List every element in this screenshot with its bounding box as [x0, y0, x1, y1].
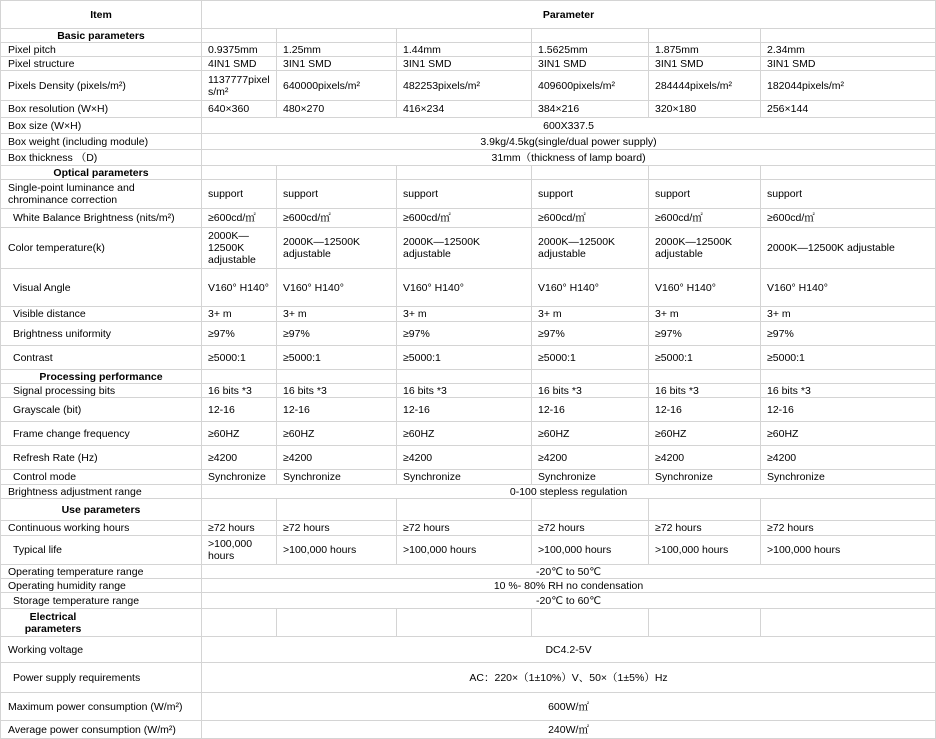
cell: ≥5000:1	[532, 346, 649, 370]
cell: ≥72 hours	[277, 521, 397, 536]
cell: ≥72 hours	[202, 521, 277, 536]
merged-cell: 240W/㎡	[202, 721, 936, 739]
cell: 2000K—12500K adjustable	[397, 228, 532, 269]
cell: 3IN1 SMD	[761, 57, 936, 71]
section-title: Processing performance	[1, 370, 202, 384]
cell: support	[532, 180, 649, 209]
cell: 2000K—12500K adjustable	[761, 228, 936, 269]
row-label: Brightness adjustment range	[1, 485, 202, 499]
cell: 3+ m	[397, 307, 532, 322]
row-box-weight	[1, 134, 936, 150]
row-label: White Balance Brightness (nits/m²)	[1, 209, 202, 228]
cell: 284444pixels/m²	[649, 71, 761, 101]
row-label: Box size (W×H)	[1, 118, 202, 134]
cell: 12-16	[277, 398, 397, 422]
cell: Synchronize	[202, 470, 277, 485]
row-pixel-density	[1, 71, 936, 101]
cell: support	[202, 180, 277, 209]
merged-cell: 600W/㎡	[202, 693, 936, 721]
cell: 3+ m	[532, 307, 649, 322]
cell: ≥60HZ	[202, 422, 277, 446]
cell: 16 bits *3	[649, 384, 761, 398]
header-parameter: Parameter	[202, 1, 936, 29]
cell: ≥97%	[202, 322, 277, 346]
row-typical-life	[1, 536, 936, 565]
cell: 640000pixels/m²	[277, 71, 397, 101]
row-brightness-uniformity	[1, 322, 936, 346]
row-label: Typical life	[1, 536, 202, 565]
cell: 320×180	[649, 101, 761, 118]
cell: Synchronize	[761, 470, 936, 485]
row-label: Single-point luminance and chrominance correction	[1, 180, 202, 209]
merged-cell: DC4.2-5V	[202, 637, 936, 663]
cell: ≥60HZ	[649, 422, 761, 446]
section-title: Basic parameters	[1, 29, 202, 43]
cell: 3IN1 SMD	[397, 57, 532, 71]
row-label: Pixels Density (pixels/m²)	[1, 71, 202, 101]
row-power-supply	[1, 663, 936, 693]
cell: 12-16	[397, 398, 532, 422]
cell: support	[761, 180, 936, 209]
cell: Synchronize	[397, 470, 532, 485]
cell: support	[277, 180, 397, 209]
row-refresh-rate	[1, 446, 936, 470]
cell: 16 bits *3	[397, 384, 532, 398]
cell: 384×216	[532, 101, 649, 118]
row-label: Storage temperature range	[1, 593, 202, 609]
cell: 16 bits *3	[277, 384, 397, 398]
cell: ≥97%	[761, 322, 936, 346]
row-label: Brightness uniformity	[1, 322, 202, 346]
cell: 1.5625mm	[532, 43, 649, 57]
row-box-thickness	[1, 150, 936, 166]
row-storage-temp	[1, 593, 936, 609]
header-row	[1, 1, 936, 29]
cell: 2000K—12500K adjustable	[277, 228, 397, 269]
cell: ≥600cd/㎡	[202, 209, 277, 228]
row-label: Box thickness （D)	[1, 150, 202, 166]
cell: ≥4200	[202, 446, 277, 470]
cell: 3+ m	[277, 307, 397, 322]
cell: ≥4200	[649, 446, 761, 470]
cell: 482253pixels/m²	[397, 71, 532, 101]
cell: 416×234	[397, 101, 532, 118]
cell: 12-16	[202, 398, 277, 422]
section-title: Use parameters	[1, 499, 202, 521]
row-label: Power supply requirements	[1, 663, 202, 693]
cell: 1137777pixels/m²	[202, 71, 277, 101]
cell: ≥97%	[277, 322, 397, 346]
cell: ≥60HZ	[397, 422, 532, 446]
row-control-mode	[1, 470, 936, 485]
cell: ≥4200	[397, 446, 532, 470]
cell: 2000K—12500K adjustable	[532, 228, 649, 269]
cell: ≥72 hours	[532, 521, 649, 536]
cell: Synchronize	[277, 470, 397, 485]
section-use	[1, 499, 936, 521]
section-processing	[1, 370, 936, 384]
row-label: Signal processing bits	[1, 384, 202, 398]
cell: ≥60HZ	[532, 422, 649, 446]
cell: ≥600cd/㎡	[397, 209, 532, 228]
row-label: Visible distance	[1, 307, 202, 322]
cell: 1.875mm	[649, 43, 761, 57]
cell: 3IN1 SMD	[649, 57, 761, 71]
row-label: Box weight (including module)	[1, 134, 202, 150]
cell: ≥5000:1	[277, 346, 397, 370]
row-white-balance	[1, 209, 936, 228]
header-item: Item	[1, 1, 202, 29]
row-label: Pixel structure	[1, 57, 202, 71]
cell: 4IN1 SMD	[202, 57, 277, 71]
row-single-point	[1, 180, 936, 209]
row-color-temperature	[1, 228, 936, 269]
cell: ≥60HZ	[761, 422, 936, 446]
row-label: Operating humidity range	[1, 579, 202, 593]
row-pixel-pitch	[1, 43, 936, 57]
row-label: Average power consumption (W/m²)	[1, 721, 202, 739]
row-visual-angle	[1, 269, 936, 307]
cell: 640×360	[202, 101, 277, 118]
cell: support	[649, 180, 761, 209]
row-label: Frame change frequency	[1, 422, 202, 446]
cell: 256×144	[761, 101, 936, 118]
cell: 2000K—12500K adjustable	[649, 228, 761, 269]
cell: V160° H140°	[277, 269, 397, 307]
row-label: Refresh Rate (Hz)	[1, 446, 202, 470]
row-label: Pixel pitch	[1, 43, 202, 57]
cell: V160° H140°	[649, 269, 761, 307]
row-label: Contrast	[1, 346, 202, 370]
cell: 16 bits *3	[761, 384, 936, 398]
cell: Synchronize	[649, 470, 761, 485]
cell: support	[397, 180, 532, 209]
row-contrast	[1, 346, 936, 370]
row-box-resolution	[1, 101, 936, 118]
section-title: Electrical parameters	[24, 610, 82, 635]
row-grayscale	[1, 398, 936, 422]
merged-cell: AC：220×（1±10%）V、50×（1±5%）Hz	[202, 663, 936, 693]
merged-cell: 600X337.5	[202, 118, 936, 134]
row-box-size	[1, 118, 936, 134]
cell: 12-16	[649, 398, 761, 422]
cell: 16 bits *3	[532, 384, 649, 398]
cell: ≥72 hours	[761, 521, 936, 536]
cell: ≥4200	[277, 446, 397, 470]
cell: ≥97%	[532, 322, 649, 346]
cell: 3+ m	[649, 307, 761, 322]
cell: ≥5000:1	[202, 346, 277, 370]
row-op-temp	[1, 565, 936, 579]
section-title: Optical parameters	[1, 166, 202, 180]
row-label: Control mode	[1, 470, 202, 485]
cell: 3IN1 SMD	[277, 57, 397, 71]
cell: ≥4200	[532, 446, 649, 470]
section-optical	[1, 166, 936, 180]
merged-cell: -20℃ to 60℃	[202, 593, 936, 609]
cell: 1.25mm	[277, 43, 397, 57]
cell: V160° H140°	[761, 269, 936, 307]
cell: V160° H140°	[202, 269, 277, 307]
cell: >100,000 hours	[532, 536, 649, 565]
cell: ≥60HZ	[277, 422, 397, 446]
row-visible-distance	[1, 307, 936, 322]
merged-cell: 10 %- 80% RH no condensation	[202, 579, 936, 593]
cell: ≥72 hours	[397, 521, 532, 536]
section-electrical	[1, 609, 936, 637]
row-max-power	[1, 693, 936, 721]
section-basic	[1, 29, 936, 43]
row-label: Visual Angle	[1, 269, 202, 307]
cell: 409600pixels/m²	[532, 71, 649, 101]
row-op-humidity	[1, 579, 936, 593]
cell: ≥600cd/㎡	[649, 209, 761, 228]
cell: ≥5000:1	[397, 346, 532, 370]
cell: 2000K—12500K adjustable	[202, 228, 277, 269]
row-label: Continuous working hours	[1, 521, 202, 536]
row-label: Working voltage	[1, 637, 202, 663]
cell: 12-16	[532, 398, 649, 422]
merged-cell: -20℃ to 50℃	[202, 565, 936, 579]
merged-cell: 3.9kg/4.5kg(single/dual power supply)	[202, 134, 936, 150]
row-working-voltage	[1, 637, 936, 663]
cell: >100,000 hours	[761, 536, 936, 565]
row-label: Grayscale (bit)	[1, 398, 202, 422]
cell: >100,000 hours	[649, 536, 761, 565]
row-signal-bits	[1, 384, 936, 398]
row-label: Color temperature(k)	[1, 228, 202, 269]
cell: >100,000 hours	[277, 536, 397, 565]
cell: 3+ m	[761, 307, 936, 322]
cell: ≥4200	[761, 446, 936, 470]
merged-cell: 0-100 stepless regulation	[202, 485, 936, 499]
cell: ≥5000:1	[761, 346, 936, 370]
row-frame-change	[1, 422, 936, 446]
cell: 182044pixels/m²	[761, 71, 936, 101]
cell: ≥97%	[649, 322, 761, 346]
cell: >100,000 hours	[202, 536, 277, 565]
row-avg-power	[1, 721, 936, 739]
cell: 12-16	[761, 398, 936, 422]
cell: ≥600cd/㎡	[532, 209, 649, 228]
cell: >100,000 hours	[397, 536, 532, 565]
row-label: Maximum power consumption (W/m²)	[1, 693, 202, 721]
cell: 0.9375mm	[202, 43, 277, 57]
row-continuous-hours	[1, 521, 936, 536]
cell: 16 bits *3	[202, 384, 277, 398]
row-label: Operating temperature range	[1, 565, 202, 579]
cell: 480×270	[277, 101, 397, 118]
cell: ≥97%	[397, 322, 532, 346]
cell: V160° H140°	[397, 269, 532, 307]
row-pixel-structure	[1, 57, 936, 71]
cell: ≥72 hours	[649, 521, 761, 536]
cell: Synchronize	[532, 470, 649, 485]
cell: ≥5000:1	[649, 346, 761, 370]
merged-cell: 31mm（thickness of lamp board)	[202, 150, 936, 166]
cell: ≥600cd/㎡	[277, 209, 397, 228]
cell: 3+ m	[202, 307, 277, 322]
cell: 1.44mm	[397, 43, 532, 57]
cell: 2.34mm	[761, 43, 936, 57]
row-label: Box resolution (W×H)	[1, 101, 202, 118]
cell: V160° H140°	[532, 269, 649, 307]
row-brightness-adjust	[1, 485, 936, 499]
cell: 3IN1 SMD	[532, 57, 649, 71]
cell: ≥600cd/㎡	[761, 209, 936, 228]
